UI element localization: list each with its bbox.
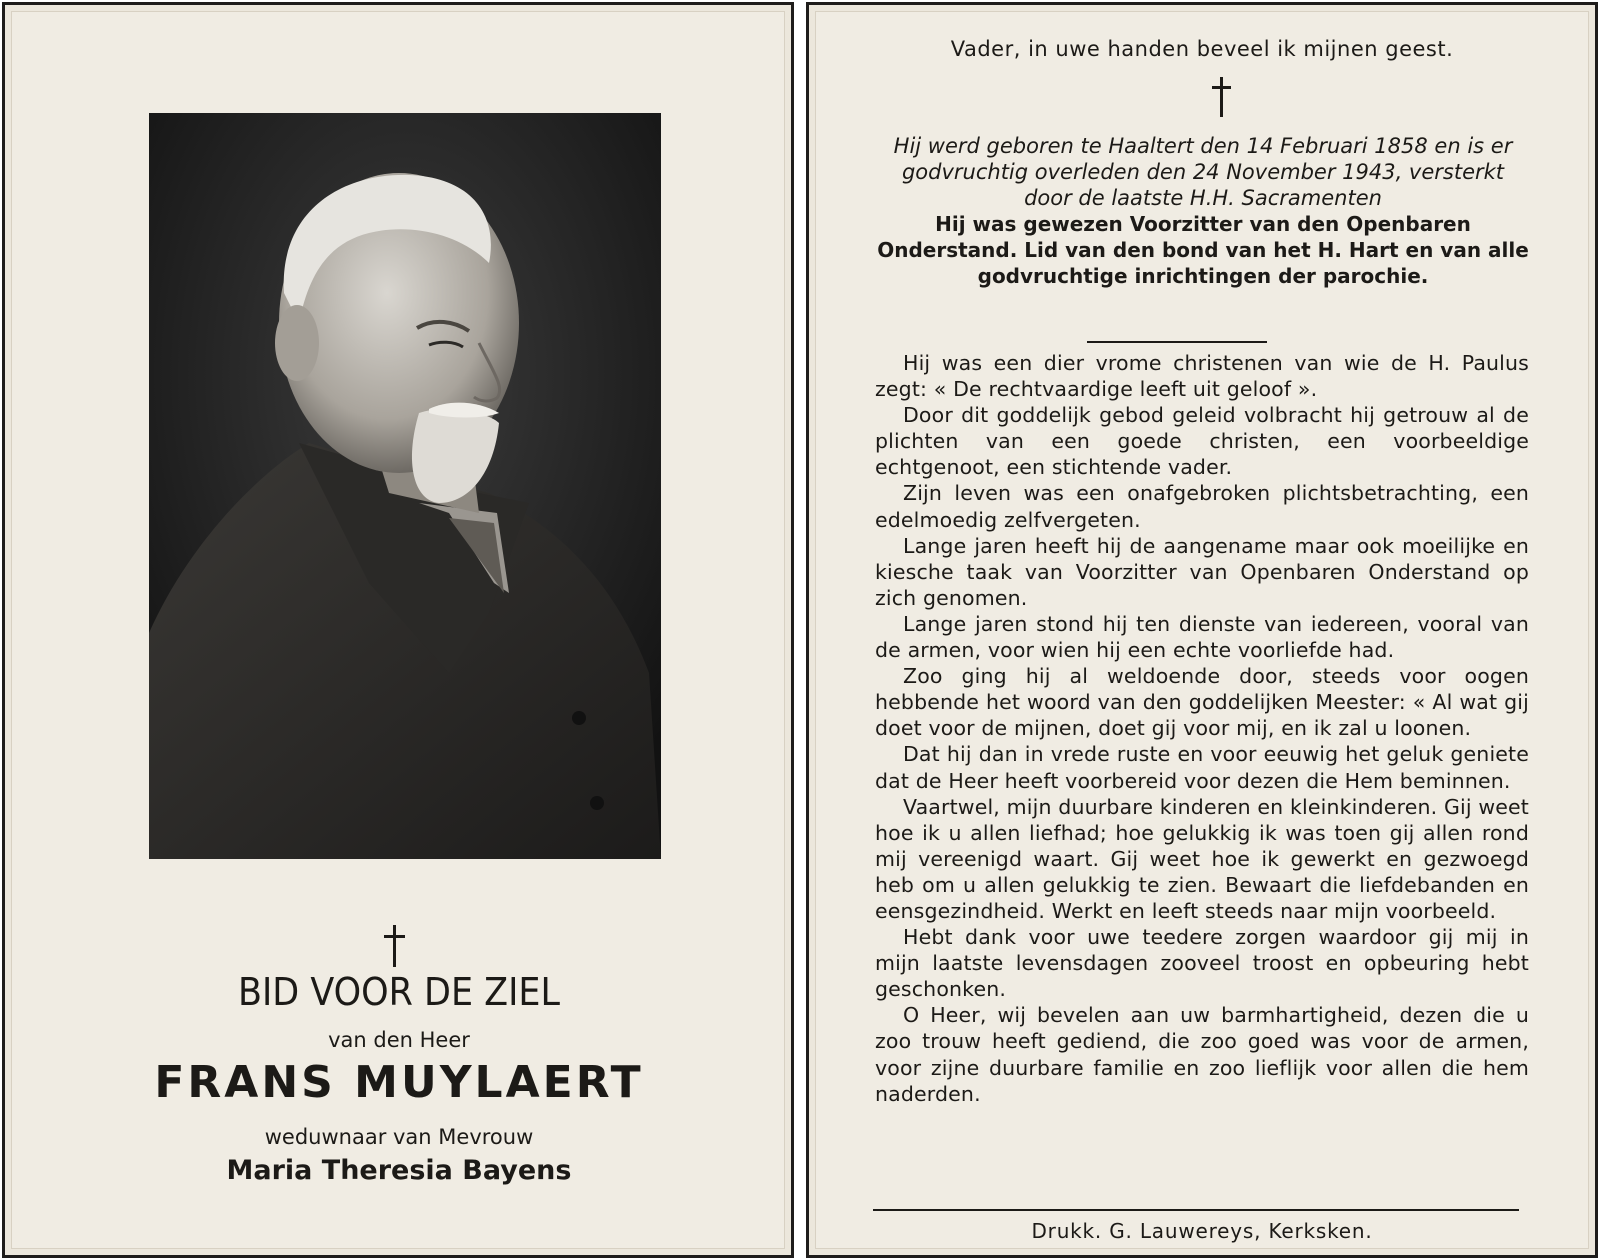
eulogy-paragraph: Hij was een dier vrome christenen van wie de H. Paulus zegt: « De rechtvaardige leeft uit geloof ». bbox=[875, 351, 1529, 402]
pray-for-soul-heading: BID VOOR DE ZIEL bbox=[237, 970, 561, 1014]
widower-line: weduwnaar van Mevrouw bbox=[264, 1125, 534, 1149]
eulogy-paragraph: Dat hij dan in vrede ruste en voor eeuwig het geluk geniete dat de Heer heeft voorbereid voor dezen die Hem beminnen. bbox=[875, 742, 1529, 793]
eulogy-paragraph: Zijn leven was een onafgebroken plichtsbetrachting, een edelmoedig zelfvergeten. bbox=[875, 481, 1529, 532]
spouse-name: Maria Theresia Bayens bbox=[226, 1155, 572, 1186]
birth-death-text: Hij werd geboren te Haaltert den 14 Februari 1858 en is er godvruchtig overleden den 24 November 1943, versterkt door de laatste H.H. Sacramenten bbox=[893, 134, 1513, 210]
eulogy-paragraph: Door dit goddelijk gebod geleid volbracht hij getrouw al de plichten van een goede christen, een voorbeeldige echtgenoot, een stichtende vader. bbox=[875, 403, 1529, 480]
scripture-quote: Vader, in uwe handen beveel ik mijnen geest. bbox=[950, 37, 1454, 61]
eulogy-paragraph: Lange jaren heeft hij de aangename maar ook moeilijke en kiesche taak van Voorzitter van Openbaren Onderstand op zich genomen. bbox=[875, 533, 1529, 610]
eulogy-paragraph: Zoo ging hij al weldoende door, steeds voor oogen hebbende het woord van den goddelijken Meester: « Al wat gij doet voor de mijnen, doet gij voor mij, en ik zal u loonen. bbox=[875, 664, 1529, 741]
eulogy-paragraph: Hebt dank voor uwe teedere zorgen waardoor gij mij in mijn laatste levensdagen zooveel troost en opbeuring hebt geschonken. bbox=[875, 925, 1529, 1002]
deceased-name: FRANS MUYLAERT bbox=[154, 1057, 644, 1108]
portrait-illustration bbox=[149, 113, 661, 859]
cross-icon bbox=[375, 923, 415, 969]
eulogy-text bbox=[875, 350, 1529, 1107]
memorial-card-back bbox=[806, 2, 1598, 1258]
cross-icon bbox=[1202, 75, 1242, 121]
eulogy-paragraph: Lange jaren stond hij ten dienste van iedereen, vooral van de armen, voor wien hij een echte voorliefde had. bbox=[875, 611, 1529, 663]
portrait-photo bbox=[149, 113, 661, 859]
title-line: van den Heer bbox=[328, 1028, 470, 1052]
eulogy-paragraph: Vaartwel, mijn duurbare kinderen en kleinkinderen. Gij weet hoe ik u allen liefhad; hoe gelukkig ik was toen gij allen rond mij vereenigd waart. Gij weet hoe ik gewerkt en gezwoegd heb om u allen gelukkig te zien. Bewaart die liefdebanden en eensgezindheid. Werkt en leeft steeds naar mijn voorbeeld. bbox=[875, 794, 1529, 923]
memorial-card-front bbox=[2, 2, 794, 1258]
eulogy-paragraph: O Heer, wij bevelen aan uw barmhartigheid, dezen die u zoo trouw heeft gediend, die zoo goed was voor de armen, voor zijne duurbare familie en zoo lieflijk voor allen die hem naderden. bbox=[875, 1003, 1529, 1106]
honors-text: Hij was gewezen Voorzitter van den Openbaren Onderstand. Lid van den bond van het H. Hart en van alle godvruchtige inrichtingen der parochie. bbox=[877, 212, 1529, 288]
divider bbox=[1087, 341, 1267, 343]
printer-credit: Drukk. G. Lauwereys, Kerksken. bbox=[1031, 1219, 1373, 1243]
footer-divider bbox=[873, 1209, 1519, 1211]
